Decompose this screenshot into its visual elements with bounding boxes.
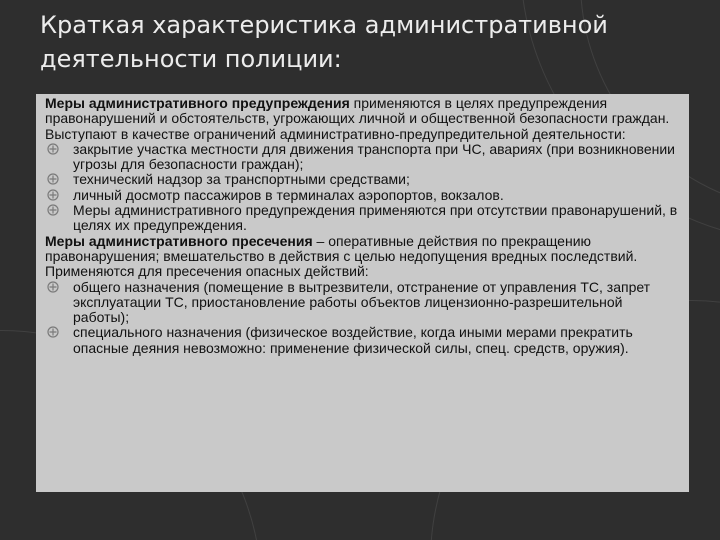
list-item	[45, 188, 681, 203]
circled-cross-icon	[47, 143, 59, 155]
list-item-text: общего назначения (помещение в вытрезвители, отстранение от управления ТС, запрет эксплуатации ТС, приостановление работы объектов лицензионно-разрешительной работы);	[73, 278, 651, 326]
circled-cross-icon	[47, 326, 59, 338]
prevention-term: Меры административного предупреждения	[45, 95, 350, 111]
list-item-text: Меры административного предупреждения применяются при отсутствии правонарушений, в целях их предупреждения.	[73, 202, 678, 234]
list-item-text: закрытие участка местности для движения транспорта при ЧС, авариях (при возникновении угрозы для безопасности граждан);	[73, 140, 675, 173]
prevention-definition: применяются в целях предупреждения правонарушений и обстоятельств, угрожающих личной и общественной безопасности граждан. Выступают в качестве ограничений административно-предупредительной деятельности:	[45, 95, 670, 142]
suppression-term: Меры административного пресечения	[45, 232, 313, 249]
circled-cross-icon	[47, 173, 59, 185]
list-item	[45, 142, 681, 173]
list-item-text: личный досмотр пассажиров в терминалах аэропортов, вокзалов.	[73, 186, 504, 203]
circled-cross-icon	[47, 189, 59, 201]
content-box	[36, 94, 689, 492]
list-item	[45, 280, 681, 326]
list-item-text: специального назначения (физическое воздействие, когда иными мерами прекратить опасные деяния невозможно: применение физической силы, спец. средств, оружия).	[73, 324, 633, 356]
prevention-intro	[45, 96, 681, 142]
list-item-text: технический надзор за транспортными средствами;	[73, 171, 410, 188]
suppression-intro	[45, 234, 681, 280]
slide-title: Краткая характеристика административной деятельности полиции:	[40, 11, 608, 73]
list-item	[45, 203, 681, 234]
list-item	[45, 172, 681, 187]
suppression-definition: – оперативные действия по прекращению правонарушения; вмешательство в действия с целью недопущения вредных последствий. Применяются для пресечения опасных действий:	[45, 232, 638, 280]
list-item	[45, 325, 681, 356]
circled-cross-icon	[47, 204, 59, 216]
circled-cross-icon	[47, 281, 59, 293]
